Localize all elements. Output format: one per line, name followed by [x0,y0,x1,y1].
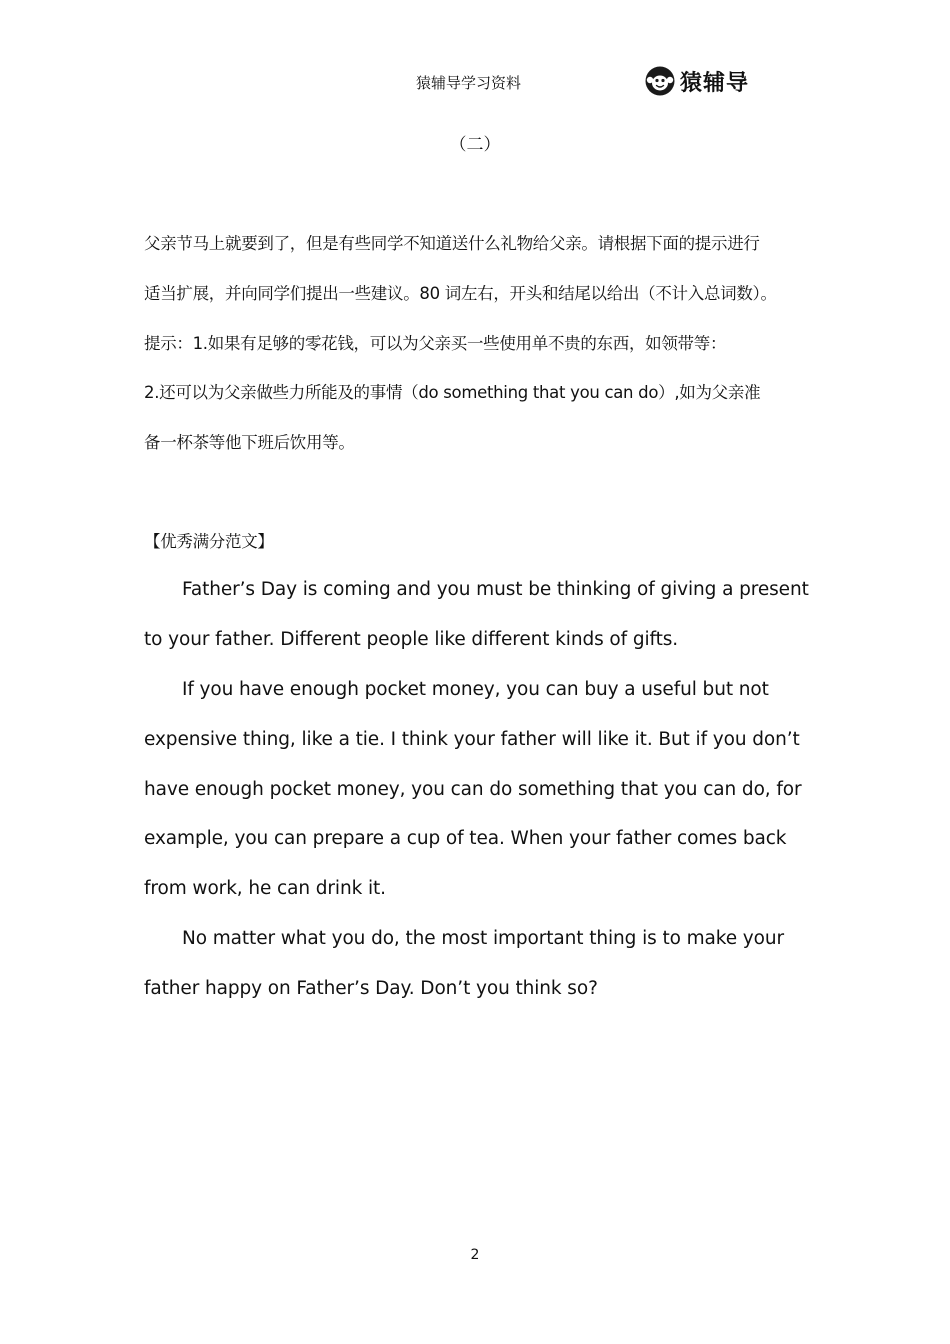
essay-line: to your father. Different people like different kinds of gifts. [144,629,679,650]
logo-text: 猿辅导 [680,70,750,96]
essay-heading: 【优秀满分范文】 [144,532,274,551]
essay-line: If you have enough pocket money, you can buy a useful but not [182,679,769,700]
prompt-line: 父亲节马上就要到了，但是有些同学不知道送什么礼物给父亲。请根据下面的提示进行 [144,234,760,253]
essay-line: No matter what you do, the most important thing is to make your [182,928,784,949]
prompt-line: 备一杯茶等他下班后饮用等。 [144,433,355,452]
essay-line: example, you can prepare a cup of tea. When your father comes back [144,828,787,849]
essay-line: have enough pocket money, you can do something that you can do, for [144,779,802,800]
brand-logo [645,64,749,98]
monkey-face-icon [645,66,675,96]
page-number: 2 [470,1247,480,1263]
prompt-line: 适当扩展，并向同学们提出一些建议。80 词左右，开头和结尾以给出（不计入总词数）。 [144,284,777,303]
essay-line: from work, he can drink it. [144,878,386,899]
essay-line: father happy on Father’s Day. Don’t you think so? [144,978,598,999]
header-title: 猿辅导学习资料 [416,74,522,92]
essay-line: expensive thing, like a tie. I think your father will like it. But if you don’t [144,729,800,750]
prompt-line: 提示：1.如果有足够的零花钱，可以为父亲买一些使用单不贵的东西，如领带等： [144,334,727,353]
section-title: （二） [449,135,501,155]
essay-line: Father’s Day is coming and you must be thinking of giving a present [182,579,809,600]
prompt-line: 2.还可以为父亲做些力所能及的事情（do something that you can do）,如为父亲准 [144,383,761,402]
